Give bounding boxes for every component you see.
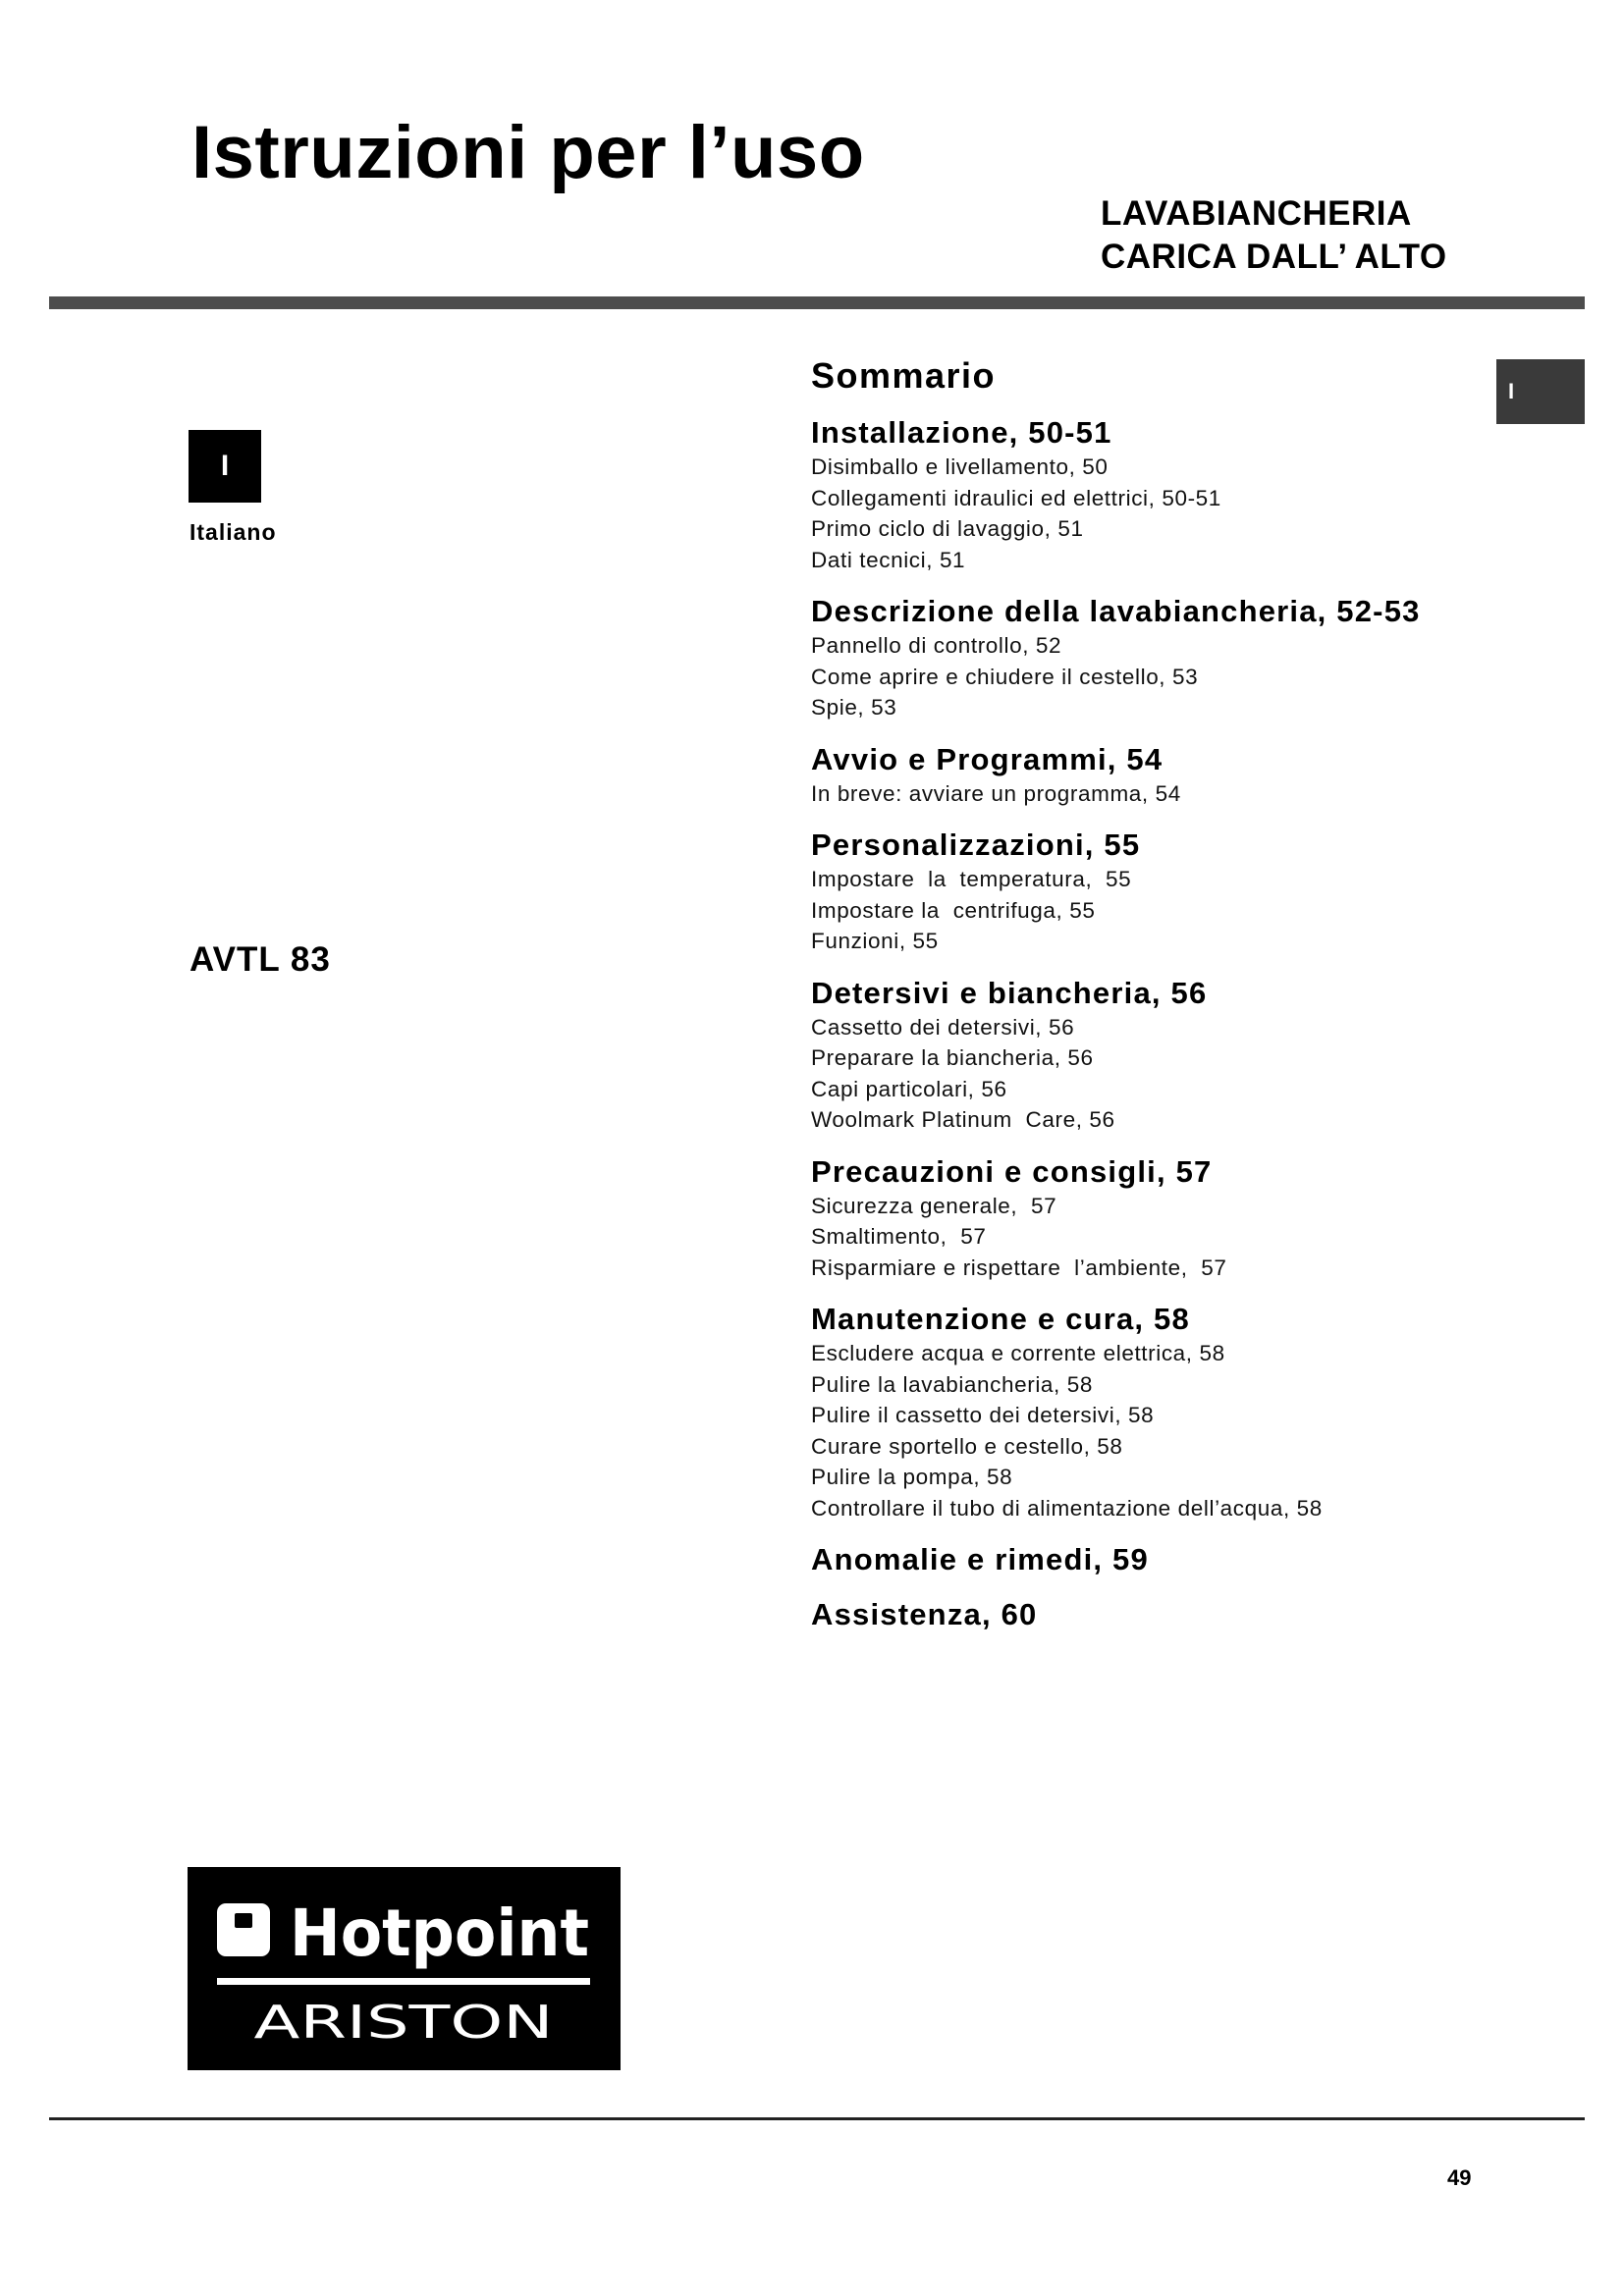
toc-item: Impostare la temperatura, 55	[811, 867, 1132, 891]
toc-item-list	[811, 1191, 1518, 1284]
toc-item-list	[811, 1012, 1518, 1136]
toc-section-title: Anomalie e rimedi, 59	[811, 1542, 1149, 1576]
toc-section-title: Avvio e Programmi, 54	[811, 741, 1164, 776]
toc-section	[811, 1153, 1518, 1284]
toc-item-list	[811, 864, 1518, 957]
logo-square-notch	[235, 1913, 252, 1928]
toc-section	[811, 593, 1518, 723]
toc-heading: Sommario	[811, 355, 997, 396]
toc-item: Dati tecnici, 51	[811, 547, 966, 572]
toc-section	[811, 1301, 1518, 1523]
toc-sections	[811, 414, 1518, 1633]
toc-item: Pulire il cassetto dei detersivi, 58	[811, 1403, 1155, 1427]
toc-item: Sicurezza generale, 57	[811, 1193, 1057, 1218]
toc-section	[811, 741, 1518, 810]
toc-item: Disimballo e livellamento, 50	[811, 454, 1109, 479]
toc-section-title: Assistenza, 60	[811, 1597, 1038, 1631]
language-name: Italiano	[189, 519, 277, 545]
toc-item: Come aprire e chiudere il cestello, 53	[811, 664, 1199, 689]
toc-item-list	[811, 1338, 1518, 1523]
logo-brand-text: Hotpoint	[290, 1896, 589, 1971]
footer-divider	[49, 2117, 1585, 2120]
toc-item-list	[811, 452, 1518, 575]
toc-section	[811, 1596, 1518, 1633]
toc-section	[811, 414, 1518, 575]
logo-divider	[217, 1978, 590, 1985]
toc-section-title: Descrizione della lavabiancheria, 52-53	[811, 594, 1421, 628]
header-divider	[49, 296, 1585, 309]
toc-section-title: Manutenzione e cura, 58	[811, 1302, 1190, 1336]
document-title: Istruzioni per l’uso	[191, 111, 865, 194]
toc-item: Preparare la biancheria, 56	[811, 1045, 1094, 1070]
toc-section-title: Precauzioni e consigli, 57	[811, 1153, 1213, 1189]
toc-item: Spie, 53	[811, 695, 897, 720]
toc-item: Escludere acqua e corrente elettrica, 58	[811, 1341, 1225, 1365]
product-type	[1101, 192, 1447, 279]
toc-item: Impostare la centrifuga, 55	[811, 897, 1096, 923]
toc-item: Primo ciclo di lavaggio, 51	[811, 516, 1084, 541]
logo-graphic	[188, 1867, 621, 2070]
toc-item: In breve: avviare un programma, 54	[811, 780, 1181, 806]
hotpoint-ariston-logo	[188, 1867, 621, 2070]
toc-section	[811, 975, 1518, 1136]
product-type-line-2: CARICA DALL’ ALTO	[1101, 238, 1447, 276]
logo-square-icon	[217, 1903, 270, 1956]
toc-item-list	[811, 778, 1518, 810]
product-type-line-1: LAVABIANCHERIA	[1101, 194, 1412, 233]
toc-item: Pulire la lavabiancheria, 58	[811, 1371, 1093, 1397]
toc-item: Pannello di controllo, 52	[811, 633, 1062, 658]
toc-item: Pulire la pompa, 58	[811, 1465, 1013, 1489]
toc-item: Capi particolari, 56	[811, 1076, 1007, 1101]
toc-item-list	[811, 630, 1518, 723]
toc-item: Funzioni, 55	[811, 929, 939, 953]
toc-item: Woolmark Platinum Care, 56	[811, 1107, 1115, 1132]
toc-item: Smaltimento, 57	[811, 1224, 987, 1249]
toc-item: Cassetto dei detersivi, 56	[811, 1014, 1075, 1040]
toc-section-title: Personalizzazioni, 55	[811, 828, 1141, 862]
toc-section	[811, 1541, 1518, 1578]
model-number: AVTL 83	[189, 940, 331, 979]
logo-subbrand-text: ARISTON	[253, 1996, 554, 2049]
page-number: 49	[1447, 2165, 1472, 2190]
toc-item: Collegamenti idraulici ed elettrici, 50-51	[811, 485, 1221, 510]
toc-item: Curare sportello e cestello, 58	[811, 1433, 1123, 1459]
toc-item: Risparmiare e rispettare l’ambiente, 57	[811, 1255, 1227, 1280]
language-side-tab: I	[1496, 359, 1585, 424]
toc-item: Controllare il tubo di alimentazione dell’acqua, 58	[811, 1495, 1323, 1521]
toc-section-title: Detersivi e biancheria, 56	[811, 975, 1208, 1010]
toc-section	[811, 827, 1518, 957]
table-of-contents	[811, 353, 1518, 1651]
language-badge: I	[189, 430, 261, 503]
toc-section-title: Installazione, 50-51	[811, 415, 1112, 450]
